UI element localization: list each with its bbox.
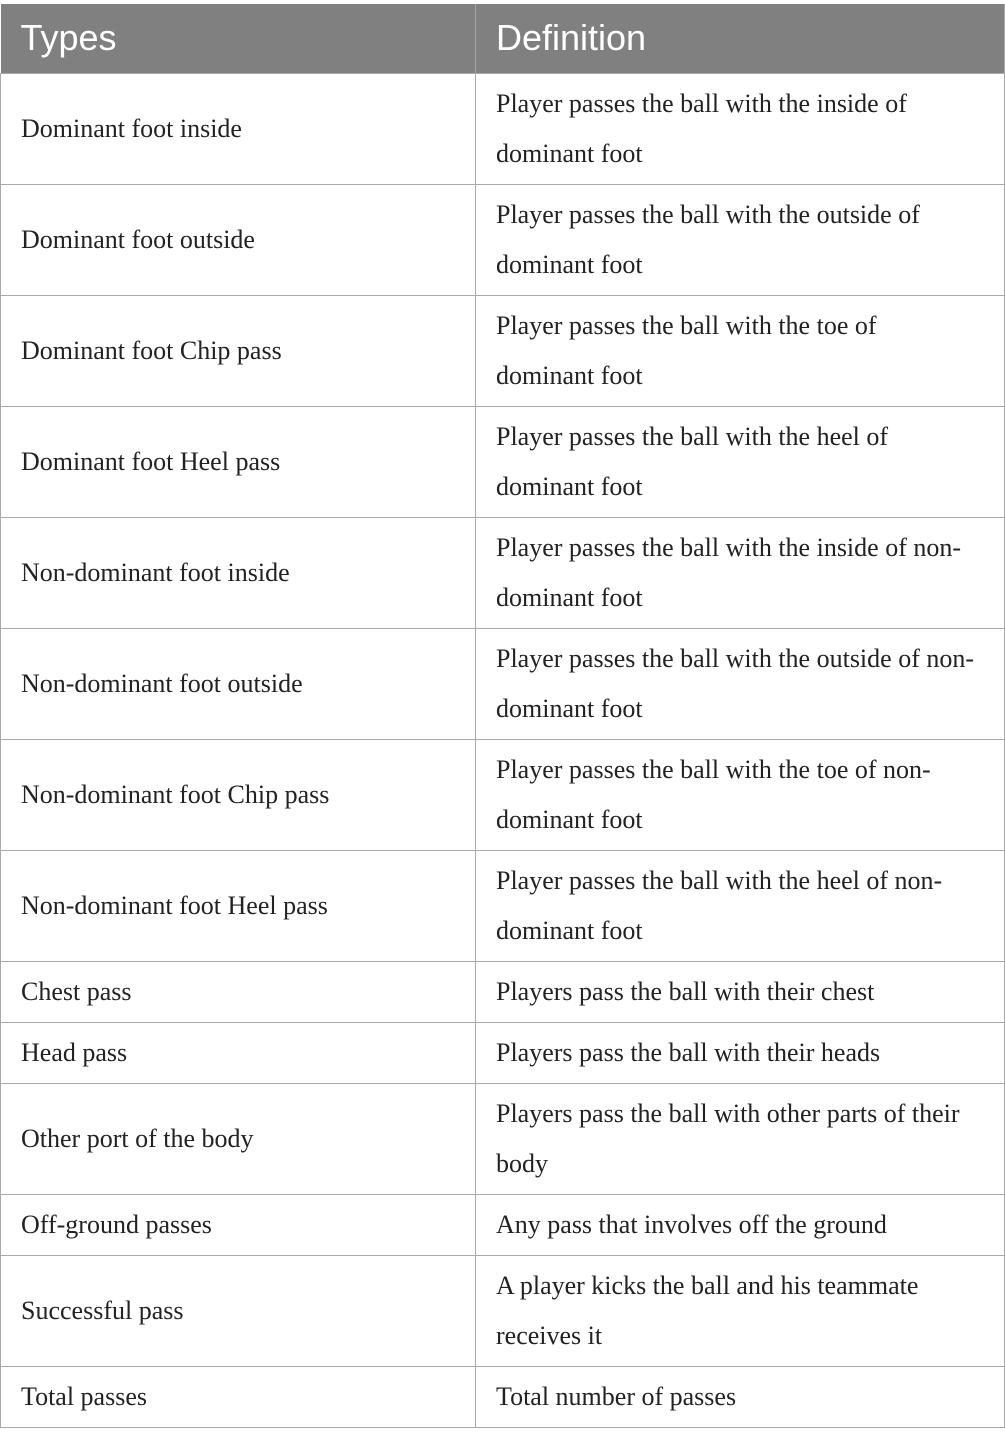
cell-type: Head pass [1,1022,476,1083]
cell-definition: Players pass the ball with their chest [476,961,1005,1022]
header-row [1,4,1005,73]
cell-type: Non-dominant foot inside [1,517,476,628]
cell-definition: Player passes the ball with the inside of non-dominant foot [476,517,1005,628]
cell-type: Chest pass [1,961,476,1022]
cell-type: Total passes [1,1366,476,1427]
cell-definition: Player passes the ball with the outside of non-dominant foot [476,628,1005,739]
table-row [1,184,1005,295]
pass-types-table-wrapper [0,4,1004,1428]
cell-type: Dominant foot Heel pass [1,406,476,517]
cell-definition: Player passes the ball with the heel of dominant foot [476,406,1005,517]
cell-type: Dominant foot inside [1,73,476,184]
table-row [1,628,1005,739]
cell-type: Dominant foot Chip pass [1,295,476,406]
cell-type: Other port of the body [1,1083,476,1194]
cell-definition: Player passes the ball with the toe of dominant foot [476,295,1005,406]
table-body [1,73,1005,1427]
table-row [1,1022,1005,1083]
cell-type: Successful pass [1,1255,476,1366]
cell-definition: Player passes the ball with the heel of non-dominant foot [476,850,1005,961]
table-row [1,1255,1005,1366]
header-definition: Definition [476,4,1005,73]
cell-definition: Players pass the ball with their heads [476,1022,1005,1083]
cell-type: Non-dominant foot Chip pass [1,739,476,850]
cell-definition: Any pass that involves off the ground [476,1194,1005,1255]
table-row [1,517,1005,628]
cell-type: Dominant foot outside [1,184,476,295]
table-row [1,1366,1005,1427]
table-row [1,739,1005,850]
pass-types-table [0,4,1005,1428]
cell-definition: Players pass the ball with other parts of their body [476,1083,1005,1194]
cell-definition: Player passes the ball with the outside of dominant foot [476,184,1005,295]
cell-definition: Player passes the ball with the toe of non-dominant foot [476,739,1005,850]
cell-definition: Player passes the ball with the inside of dominant foot [476,73,1005,184]
cell-type: Off-ground passes [1,1194,476,1255]
cell-definition: Total number of passes [476,1366,1005,1427]
table-row [1,1083,1005,1194]
table-row [1,1194,1005,1255]
cell-type: Non-dominant foot Heel pass [1,850,476,961]
cell-type: Non-dominant foot outside [1,628,476,739]
table-row [1,961,1005,1022]
table-row [1,850,1005,961]
header-types: Types [1,4,476,73]
cell-definition: A player kicks the ball and his teammate receives it [476,1255,1005,1366]
table-row [1,73,1005,184]
table-header [1,4,1005,73]
table-row [1,295,1005,406]
table-row [1,406,1005,517]
